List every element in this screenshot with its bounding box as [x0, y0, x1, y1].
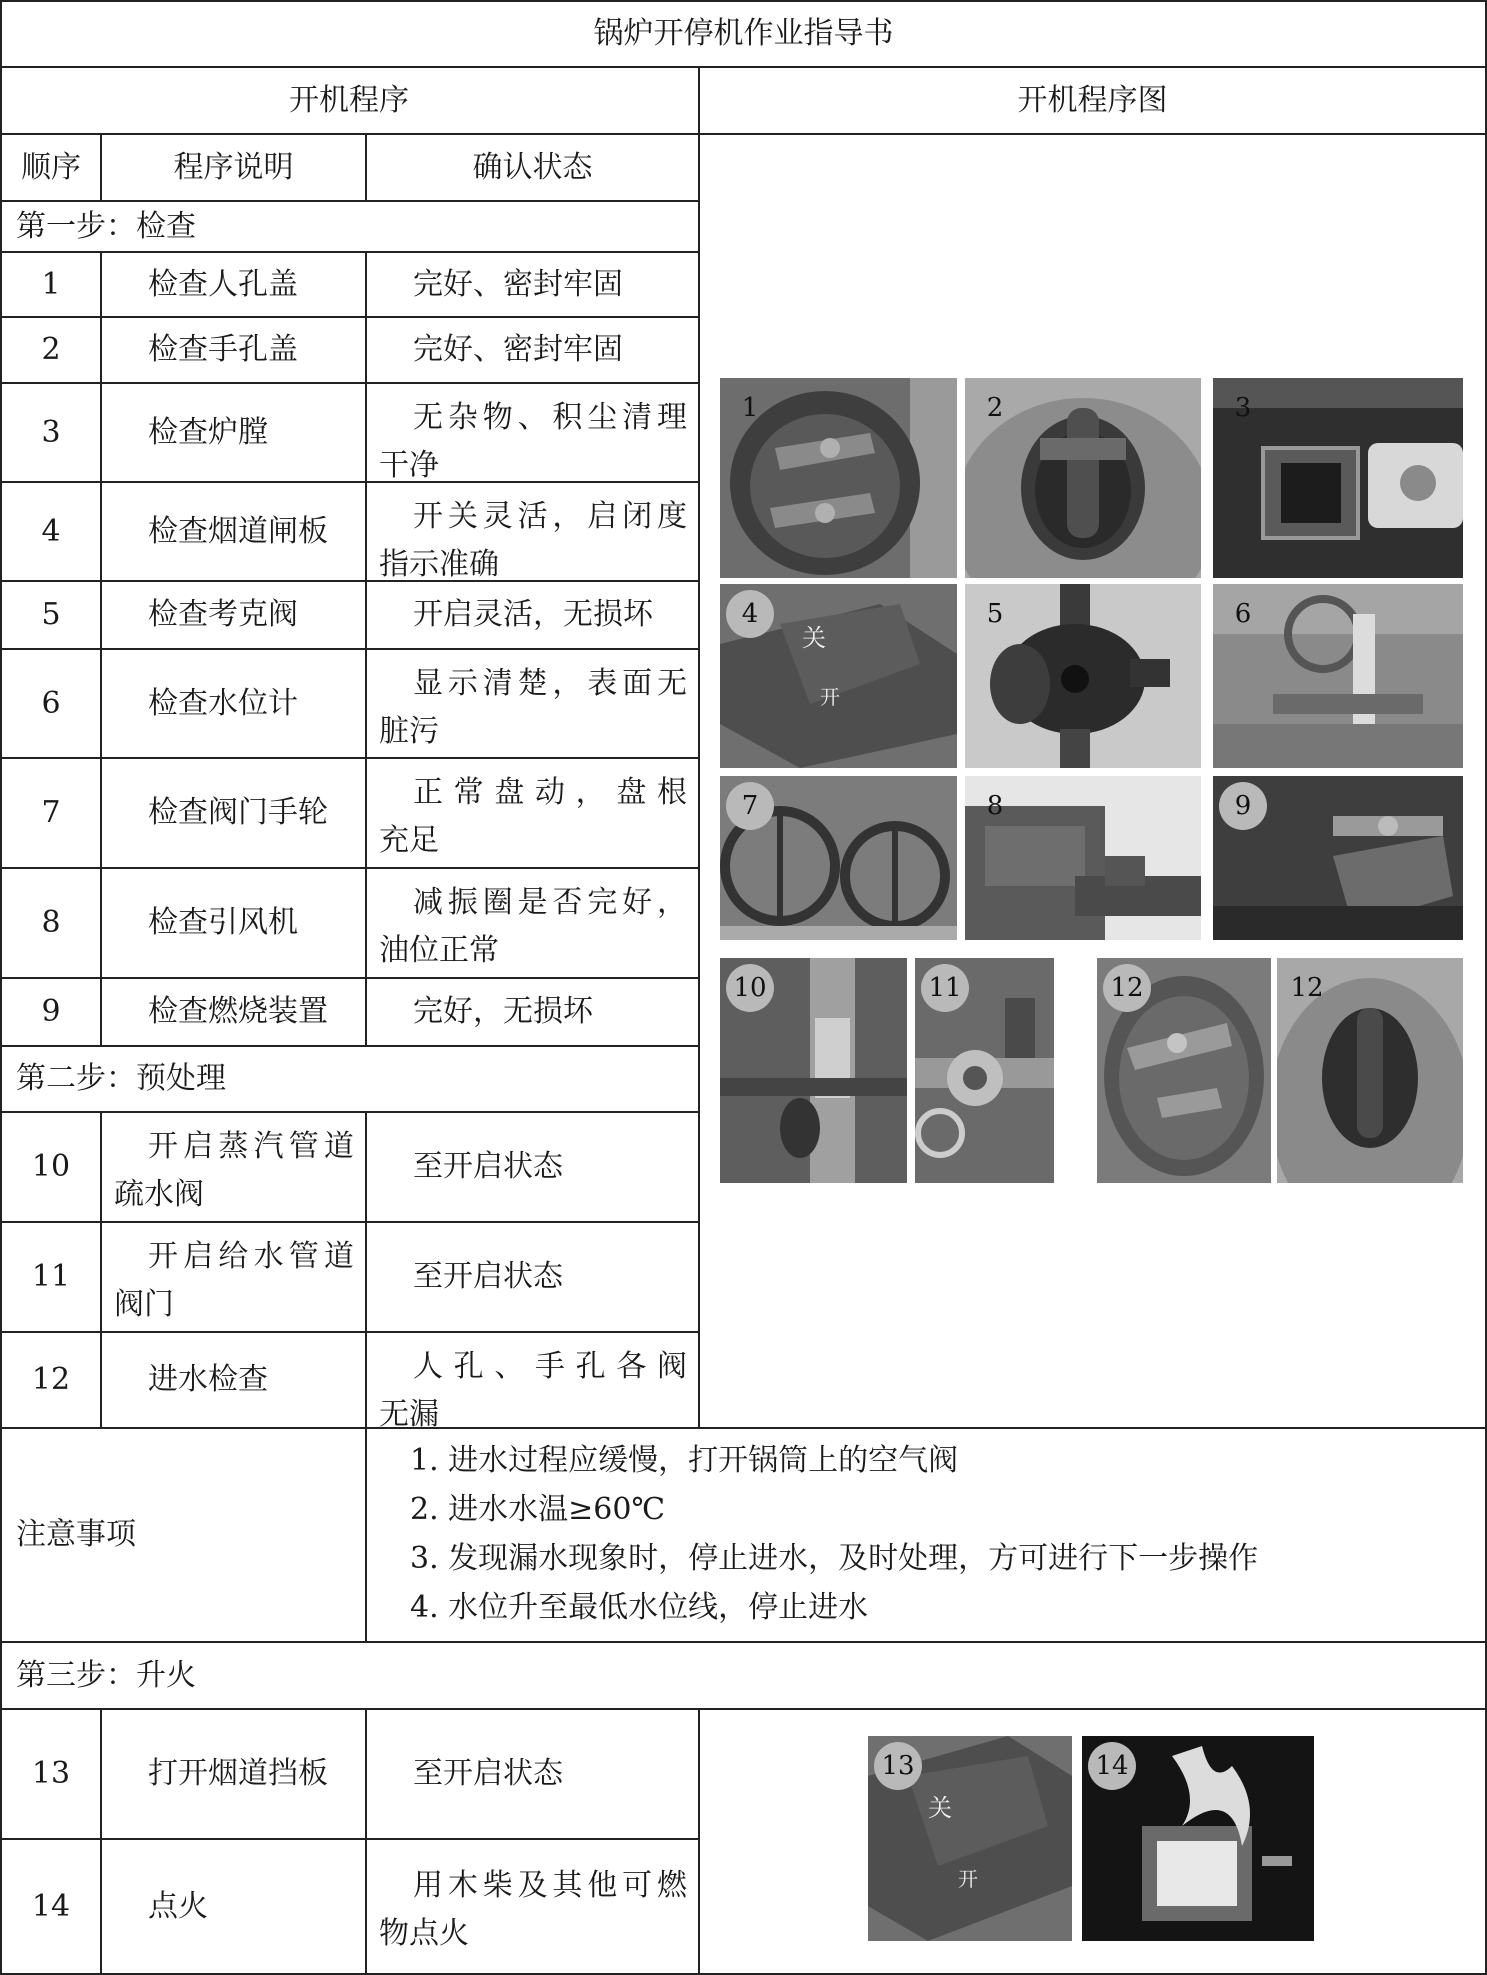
- row-description: 检查烟道闸板: [148, 513, 328, 549]
- photo-open-flue-damper: [868, 1736, 1072, 1941]
- row-description: [102, 1223, 365, 1331]
- row-number: 13: [31, 1756, 71, 1791]
- row-status: 开启灵活，无损坏: [413, 597, 653, 632]
- column-description: 程序说明: [173, 149, 294, 185]
- photo-number: 8: [986, 791, 1004, 821]
- row-status-line: 干净: [379, 448, 439, 483]
- photo-handhole-check: [1277, 958, 1463, 1183]
- notes-list: [410, 1436, 1258, 1632]
- step-label: 第二步：预处理: [16, 1061, 226, 1096]
- row-number: 6: [41, 685, 61, 721]
- row-number: 4: [41, 513, 61, 549]
- rule: [698, 1708, 700, 1975]
- column-order: 顺序: [21, 149, 81, 185]
- row-status: 至开启状态: [413, 1149, 563, 1184]
- damper-label-on: 开: [958, 1867, 978, 1891]
- row-status: [367, 1333, 698, 1432]
- row-status: [367, 1840, 698, 1973]
- photo-number: 5: [986, 599, 1004, 629]
- row-status-line: 显示清楚，表面无: [413, 666, 688, 701]
- row-description: 检查手孔盖: [148, 332, 298, 367]
- photo-number: 12: [1103, 964, 1151, 1012]
- row-description: 检查阀门手轮: [148, 795, 328, 830]
- row-description: 检查人孔盖: [148, 266, 298, 302]
- row-status-line: 物点火: [379, 1916, 469, 1951]
- row-status: [367, 759, 698, 867]
- row-status: 至开启状态: [413, 1259, 563, 1294]
- row-status: [367, 650, 698, 757]
- row-description-line: 疏水阀: [114, 1177, 204, 1212]
- row-number: 5: [41, 597, 61, 632]
- photo-number: 4: [726, 590, 774, 638]
- row-status: 完好、密封牢固: [413, 266, 623, 302]
- row-status: 完好，无损坏: [413, 994, 593, 1029]
- photo-flue-damper: [720, 584, 957, 768]
- notes-label: 注意事项: [16, 1517, 136, 1552]
- diagram-header: 开机程序图: [1017, 82, 1168, 118]
- row-number: 2: [41, 332, 61, 367]
- row-description: 检查燃烧装置: [148, 994, 328, 1029]
- row-description: 检查考克阀: [148, 597, 298, 632]
- photo-number: 11: [921, 964, 969, 1012]
- photo-number: 13: [874, 1742, 922, 1790]
- document-title: 锅炉开停机作业指导书: [593, 16, 894, 51]
- row-description-line: 阀门: [114, 1287, 174, 1322]
- column-status: 确认状态: [472, 149, 593, 185]
- photo-number: 7: [726, 782, 774, 830]
- row-status: [367, 483, 698, 580]
- row-status-line: 油位正常: [379, 933, 499, 968]
- row-number: 9: [41, 994, 61, 1029]
- photo-number: 2: [986, 393, 1004, 423]
- row-status: [367, 869, 698, 977]
- note-item: 4. 水位升至最低水位线，停止进水: [410, 1590, 869, 1625]
- photo-number: 9: [1219, 782, 1267, 830]
- row-description: 点火: [148, 1888, 208, 1924]
- row-number: 8: [41, 905, 61, 940]
- row-number: 11: [31, 1259, 71, 1294]
- damper-label-on: 开: [820, 685, 840, 709]
- photo-number: 14: [1088, 1742, 1136, 1790]
- row-number: 7: [41, 795, 61, 830]
- photo-steam-drain-valve: [720, 958, 907, 1183]
- row-status-line: 正常盘动，盘根: [413, 775, 688, 810]
- photo-ignition: [1082, 1736, 1314, 1941]
- row-description-line: 开启蒸汽管道: [148, 1129, 355, 1164]
- row-status: [367, 384, 698, 481]
- damper-label-off: 关: [802, 624, 826, 652]
- row-status-line: 减振圈是否完好，: [413, 885, 688, 920]
- photo-manhole-cover: [720, 378, 957, 578]
- rule: [698, 66, 700, 1428]
- photo-valve-handwheel: [720, 776, 957, 940]
- procedure-header: 开机程序: [289, 82, 409, 118]
- row-number: 14: [31, 1888, 71, 1924]
- row-description: 打开烟道挡板: [148, 1756, 328, 1791]
- row-description: 进水检查: [148, 1362, 268, 1397]
- rule: [365, 1427, 367, 1642]
- photo-water-gauge: [1213, 584, 1463, 768]
- row-description: 检查引风机: [148, 905, 298, 940]
- photo-induced-draft-fan: [965, 776, 1201, 940]
- row-description: 检查水位计: [148, 685, 298, 721]
- row-number: 3: [41, 414, 61, 450]
- step-label: 第一步：检查: [16, 208, 196, 244]
- photo-furnace-chamber: [1213, 378, 1463, 578]
- photo-number: 12: [1290, 973, 1324, 1003]
- photo-manhole-check: [1097, 958, 1271, 1183]
- note-item: 1. 进水过程应缓慢，打开锅筒上的空气阀: [410, 1443, 959, 1478]
- photo-handhole-cover: [965, 378, 1201, 578]
- row-status-line: 充足: [379, 823, 439, 858]
- row-status-line: 开关灵活，启闭度: [413, 499, 688, 534]
- row-status-line: 指示准确: [379, 547, 499, 582]
- photo-feedwater-valve: [915, 958, 1054, 1183]
- photo-cock-valve: [965, 584, 1201, 768]
- row-number: 10: [31, 1149, 71, 1184]
- photo-number: 3: [1234, 393, 1252, 423]
- row-number: 12: [31, 1362, 71, 1397]
- photo-combustion-device: [1213, 776, 1463, 940]
- row-number: 1: [41, 266, 61, 302]
- row-description-line: 开启给水管道: [148, 1239, 355, 1274]
- row-status: 完好、密封牢固: [413, 332, 623, 367]
- row-status-line: 脏污: [379, 714, 439, 749]
- photo-number: 1: [741, 393, 759, 423]
- row-status: 至开启状态: [413, 1756, 563, 1791]
- step-label: 第三步：升火: [16, 1657, 196, 1693]
- row-status-line: 人孔、手孔各阀: [413, 1349, 688, 1384]
- row-description: 检查炉膛: [148, 414, 268, 450]
- row-status-line: 无漏: [379, 1397, 439, 1432]
- photo-number: 10: [726, 964, 774, 1012]
- photo-number: 6: [1234, 599, 1252, 629]
- row-status-line: 用木柴及其他可燃: [413, 1868, 688, 1903]
- note-item: 2. 进水水温≥60℃: [410, 1492, 666, 1527]
- note-item: 3. 发现漏水现象时，停止进水，及时处理，方可进行下一步操作: [410, 1541, 1259, 1576]
- damper-label-off: 关: [928, 1794, 952, 1822]
- row-status-line: 无杂物、积尘清理: [413, 400, 688, 435]
- row-description: [102, 1113, 365, 1221]
